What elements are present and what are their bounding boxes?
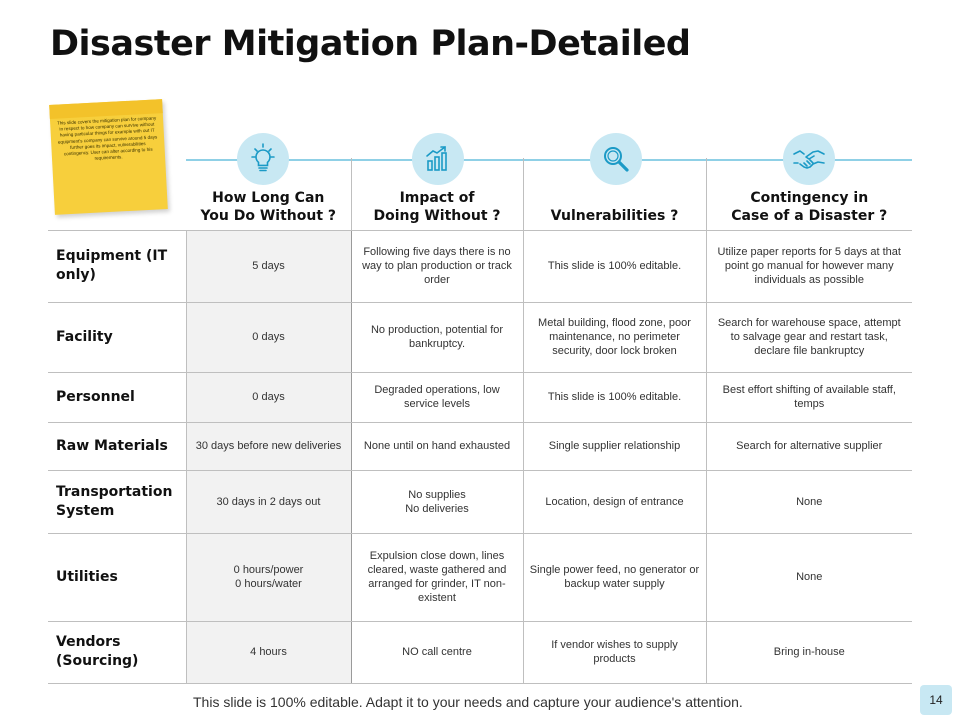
column-header	[186, 158, 351, 230]
row-label: Facility	[48, 302, 186, 372]
row-label: Equipment (IT only)	[48, 230, 186, 302]
column-header	[351, 158, 523, 230]
table-cell: Metal building, flood zone, poor maintenance, no perimeter security, door lock broken	[523, 302, 706, 372]
table-cell: 5 days	[186, 230, 351, 302]
table-cell: 0 days	[186, 302, 351, 372]
table-cell: Location, design of entrance	[523, 470, 706, 533]
table-cell: Degraded operations, low service levels	[351, 372, 523, 422]
table-cell: None	[706, 533, 912, 621]
mitigation-table	[48, 158, 912, 684]
table-cell: None	[706, 470, 912, 533]
table-cell: Expulsion close down, lines cleared, waste gathered and arranged for grinder, IT non-existent	[351, 533, 523, 621]
table-cell: Single power feed, no generator or backup water supply	[523, 533, 706, 621]
row-label: Vendors (Sourcing)	[48, 621, 186, 683]
table-cell: Search for warehouse space, attempt to salvage gear and restart task, declare file bankruptcy	[706, 302, 912, 372]
table-cell: Following five days there is no way to plan production or track order	[351, 230, 523, 302]
column-header-label: Vulnerabilities ?	[550, 207, 679, 224]
table-cell: 0 hours/power 0 hours/water	[186, 533, 351, 621]
table-row	[48, 372, 912, 422]
table-cell: Single supplier relationship	[523, 422, 706, 470]
table-row	[48, 470, 912, 533]
slide-title: Disaster Mitigation Plan-Detailed	[50, 24, 691, 64]
table-row	[48, 621, 912, 683]
table-cell: None until on hand exhausted	[351, 422, 523, 470]
table-header-row	[48, 158, 912, 230]
table-cell: No supplies No deliveries	[351, 470, 523, 533]
table-cell: Bring in-house	[706, 621, 912, 683]
table-cell: This slide is 100% editable.	[523, 372, 706, 422]
table-cell: 4 hours	[186, 621, 351, 683]
table-cell: Search for alternative supplier	[706, 422, 912, 470]
table-cell: 30 days in 2 days out	[186, 470, 351, 533]
header-corner	[48, 158, 186, 230]
row-label: Transportation System	[48, 470, 186, 533]
table-cell: 30 days before new deliveries	[186, 422, 351, 470]
column-header-label: Contingency in Case of a Disaster ?	[731, 189, 888, 224]
column-header-label: Impact of Doing Without ?	[373, 189, 501, 224]
column-header	[523, 158, 706, 230]
table-cell: No production, potential for bankruptcy.	[351, 302, 523, 372]
table-cell: NO call centre	[351, 621, 523, 683]
page-number: 14	[920, 685, 952, 715]
table-row	[48, 422, 912, 470]
sticky-note-text: This slide covers the mitigation plan for company in respect to how company can survive without having particular things for example with out IT equipment's company can survive around 5 days further goes its impact, vulnerabilities contingency. User can alter according to his requirements.	[56, 115, 158, 161]
column-header	[706, 158, 912, 230]
row-label: Personnel	[48, 372, 186, 422]
footer-text: This slide is 100% editable. Adapt it to your needs and capture your audience's attention.	[193, 694, 743, 710]
table-cell: If vendor wishes to supply products	[523, 621, 706, 683]
column-header-label: How Long Can You Do Without ?	[200, 189, 337, 224]
table-cell: This slide is 100% editable.	[523, 230, 706, 302]
table-cell: Utilize paper reports for 5 days at that point go manual for however many individuals as possible	[706, 230, 912, 302]
table-row	[48, 230, 912, 302]
row-label: Raw Materials	[48, 422, 186, 470]
table-row	[48, 533, 912, 621]
row-label: Utilities	[48, 533, 186, 621]
table-cell: 0 days	[186, 372, 351, 422]
table-cell: Best effort shifting of available staff, temps	[706, 372, 912, 422]
table-row	[48, 302, 912, 372]
